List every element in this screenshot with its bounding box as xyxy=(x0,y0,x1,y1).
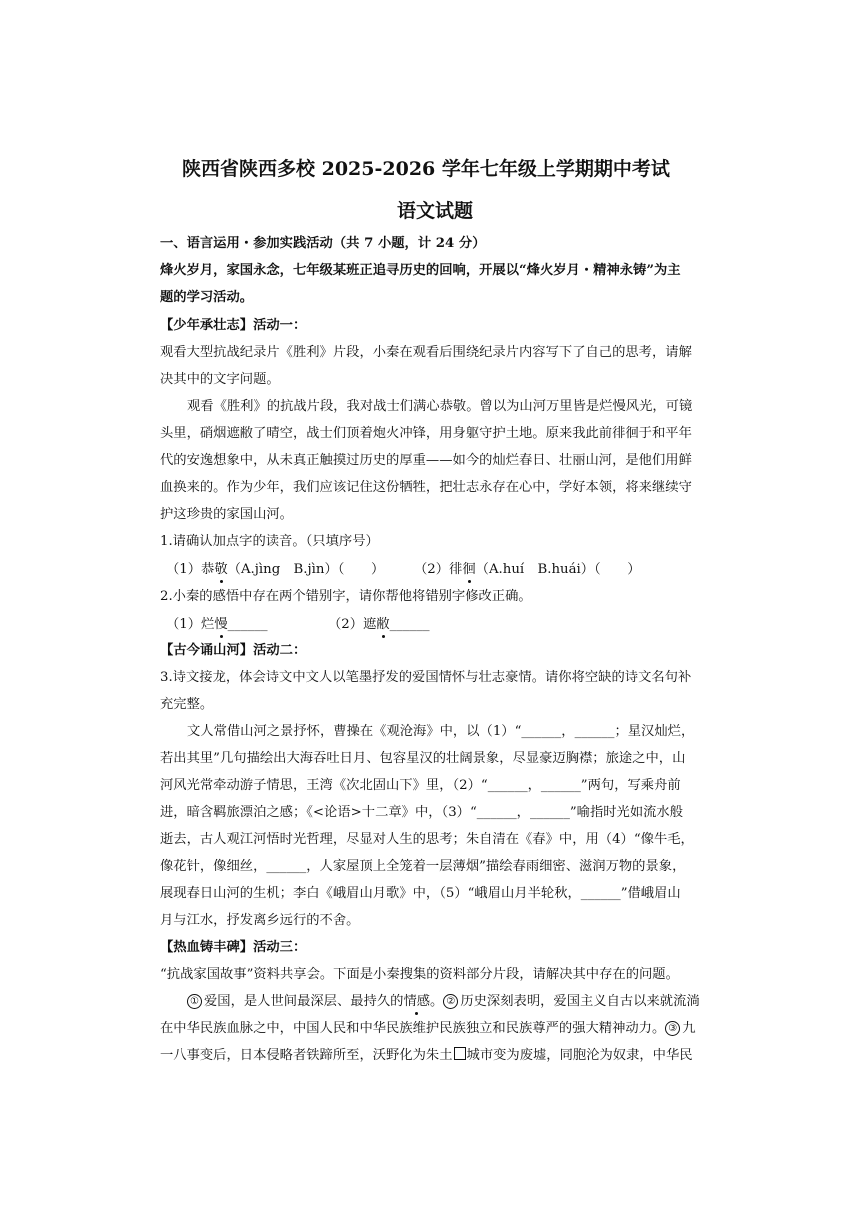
emphasis-dot-char: 情感 xyxy=(403,994,431,1009)
passage-line: 观看《胜利》的抗战片段，我对战士们满心恭敬。曾以为山河万里皆是烂慢风光，可镜 xyxy=(187,399,693,414)
intro-line: 题的学习活动。 xyxy=(160,290,254,305)
passage-line: ① 爱国，是人世间最深层、最持久的情感。 ② 历史深刻表明，爱国主义自古以来就流淌 xyxy=(187,993,700,1011)
section-heading: 一、语言运用・参加实践活动（共 7 小题，计 24 分） xyxy=(160,236,486,251)
passage-line: 河风光常牵动游子情思，王湾《次北固山下》里，（2）“______，______”两句，写乘舟前 xyxy=(160,778,681,793)
passage-line: 代的安逸想象中，从未真正触摸过历史的厚重——如今的灿烂春日、壮丽山河，是他们用鲜 xyxy=(160,453,692,468)
activity-heading: 【古今诵山河】活动二： xyxy=(160,643,307,658)
passage-line: 护这珍贵的家国山河。 xyxy=(160,507,293,522)
emphasis-dot-char: 敬 xyxy=(214,562,228,577)
activity-heading: 【热血铸丰碑】活动三： xyxy=(160,940,307,955)
passage-line: 展现春日山河的生机；李白《峨眉山月歌》中，（5）“峨眉山月半轮秋，______”借峨眉山 xyxy=(160,886,681,901)
activity-heading: 【少年承壮志】活动一： xyxy=(160,318,307,333)
question-3: 充完整。 xyxy=(160,697,214,712)
passage-line: 头里，硝烟遮敝了晴空，战士们顶着炮火冲锋，用身躯守护土地。原来我此前徘徊于和平年 xyxy=(160,426,692,441)
blank-box xyxy=(454,1047,466,1060)
passage-line: 血换来的。作为少年，我们应该记住这份牺牲，把壮志永存在心中，学好本领，将来继续守 xyxy=(160,480,692,495)
passage-line: 在中华民族血脉之中，中国人民和中华民族维护民族独立和民族尊严的强大精神动力。 ③ 九 xyxy=(160,1021,696,1036)
task-text: 观看大型抗战纪录片《胜利》片段，小秦在观看后围绕纪录片内容写下了自己的思考，请解 xyxy=(160,345,692,360)
question-3: 3.诗文接龙，体会诗文中文人以笔墨抒发的爱国情怀与壮志豪情。请你将空缺的诗文名句补 xyxy=(160,670,692,685)
passage-line: 若出其里”几句描绘出大海吞吐日月、包容星汉的壮阔景象，尽显豪迈胸襟；旅途之中，山 xyxy=(160,751,686,766)
emphasis-dot-char: 慢 xyxy=(214,617,228,632)
emphasis-dot-char: 敝 xyxy=(376,617,390,632)
passage-line: 逝去，古人观江河悟时光哲理，尽显对人生的思考；朱自清在《春》中，用（4）“像牛毛， xyxy=(160,832,694,847)
passage-line: 文人常借山河之景抒怀，曹操在《观沧海》中，以（1）“______，______；星汉灿烂， xyxy=(187,724,695,739)
question-2-option-2: （2）遮敝______ xyxy=(328,617,430,632)
intro-line: 烽火岁月，家国永念，七年级某班正追寻历史的回响，开展以“烽火岁月・精神永铸”为主 xyxy=(160,263,681,278)
passage-line: 月与江水，抒发离乡远行的不舍。 xyxy=(160,913,360,928)
page-subtitle: 语文试题 xyxy=(397,200,474,222)
page-title: 陕西省陕西多校 2025-2026 学年七年级上学期期中考试 xyxy=(182,158,670,180)
question-2-option-1: （1）烂慢______ xyxy=(166,617,268,632)
question-1: 1.请确认加点字的读音。（只填序号） xyxy=(160,534,379,549)
passage-line: 一八事变后，日本侵略者铁蹄所至，沃野化为朱土 城市变为废墟，同胞沦为奴隶，中华民 xyxy=(160,1048,693,1063)
number-circle: ② xyxy=(443,994,458,1009)
question-1-option-1: （1）恭敬（A.jìng B.jìn）（ ） xyxy=(166,562,385,577)
question-2: 2.小秦的感悟中存在两个错别字，请你帮他将错别字修改正确。 xyxy=(160,589,532,604)
passage-line: 进，暗含羁旅漂泊之感；《<论语>十二章》中，（3）“______，______”喻指时光如流水般 xyxy=(160,805,684,820)
task-text: “抗战家国故事”资料共享会。下面是小秦搜集的资料部分片段，请解决其中存在的问题。 xyxy=(160,967,679,982)
passage-line: 像花针，像细丝，______，人家屋顶上全笼着一层薄烟”描绘春雨细密、滋润万物的景象， xyxy=(160,859,686,874)
emphasis-dot-char: 徊 xyxy=(462,562,476,577)
question-1-option-2: （2）徘徊（A.huí B.huái）（ ） xyxy=(414,562,641,577)
number-circle: ① xyxy=(187,994,202,1009)
task-text: 决其中的文字问题。 xyxy=(160,372,280,387)
number-circle: ③ xyxy=(665,1021,680,1036)
